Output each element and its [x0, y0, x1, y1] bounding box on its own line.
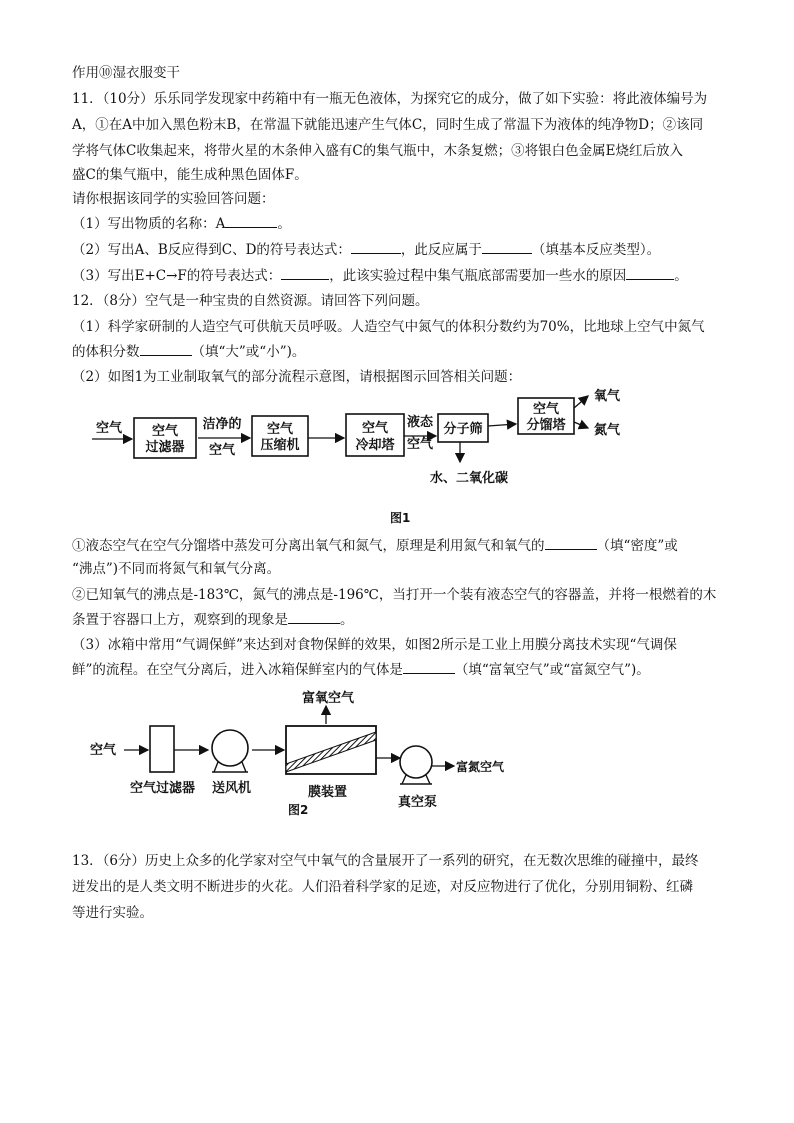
q12-sub1-end: （填“大”或“小”)。 — [191, 344, 306, 360]
q12-sub1-text: 的体积分数 — [72, 344, 140, 360]
q12-sub2-2-end: 。 — [340, 612, 354, 628]
q12-sub3-line2 — [72, 660, 732, 679]
q12-sub2-1-line2: “沸点”)不同而将氮气和氧气分离。 — [72, 561, 281, 577]
fig2-filter-box — [150, 726, 174, 772]
fig2-input-label: 空气 — [90, 743, 117, 758]
fig1-output-nitrogen: 氮气 — [594, 423, 621, 438]
q12-sub2-2-line1: ②已知氧气的沸点是-183℃，氮气的沸点是-196℃，当打开一个装有液态空气的容器盖，并将一根燃着的木 — [72, 587, 717, 603]
q11-sub3-mid: ，此该实验过程中集气瓶底部需要加一些水的原因 — [329, 268, 627, 284]
q11-sub1-blank[interactable] — [225, 214, 277, 228]
fig1-arrow3-line2: 空气 — [406, 437, 434, 452]
q12-sub2-1-blank[interactable] — [545, 536, 597, 550]
q12-sub2-intro: （2）如图1为工业制取氧气的部分流程示意图，请根据图示回答相关问题： — [72, 369, 522, 385]
q11-text-line3: 学将气体C收集起来，将带火星的木条伸入盛有C的集气瓶中，木条复燃；③将银白色金属E烧红后放入 — [72, 143, 684, 159]
fig2-fan-symbol — [212, 730, 248, 772]
q12-sub1-blank[interactable] — [140, 342, 192, 356]
q12-sub3-line1: （3）冰箱中常用“气调保鲜”来达到对食物保鲜的效果，如图2所示是工业上用膜分离技术实现“气调保 — [72, 637, 677, 653]
q13-line1: 13．（6分）历史上众多的化学家对空气中氧气的含量展开了一系列的研究，在无数次思维的碰撞中，最终 — [72, 853, 699, 869]
fig2-right-output: 富氮空气 — [456, 760, 505, 774]
q11-sub3 — [72, 266, 732, 285]
q12-sub2-2-line2 — [72, 610, 732, 629]
q11-sub2-blank1[interactable] — [351, 240, 401, 254]
q12-sub3-blank[interactable] — [403, 660, 455, 674]
q12-sub2-2-text: 条置于容器口上方，观察到的现象是 — [72, 612, 288, 628]
q11-sub3-end: 。 — [674, 268, 688, 284]
q12-sub3-text: 鲜”的流程。在空气分离后，进入冰箱保鲜室内的气体是 — [72, 662, 403, 678]
q12-heading: 12．（8分）空气是一种宝贵的自然资源。请回答下列问题。 — [72, 293, 429, 309]
q11-sub3-blank2[interactable] — [626, 266, 674, 280]
fig2-caption: 图2 — [288, 803, 309, 817]
fig1-caption: 图1 — [390, 511, 411, 525]
q12-sub2-2-blank[interactable] — [288, 610, 340, 624]
fig2-top-output: 富氧空气 — [302, 691, 355, 706]
fig2-filter-label: 空气过滤器 — [130, 781, 196, 796]
q12-sub1-line1: （1）科学家研制的人造空气可供航天员呼吸。人造空气中氮气的体积分数约为70%，比地球上空气中氮气 — [72, 319, 705, 335]
q11-sub3-text: （3）写出E+C→F的符号表达式： — [72, 268, 282, 284]
figure2-membrane-separation — [86, 688, 505, 820]
q11-sub1-end: 。 — [277, 216, 291, 232]
q11-sub2 — [72, 240, 732, 259]
q12-sub2-1-line1 — [72, 536, 732, 555]
fig1-box5-line1: 空气 — [532, 402, 560, 417]
q13-line2: 迸发出的是人类文明不断进步的火花。人们沿着科学家的足迹，对反应物进行了优化，分别用铜粉、红磷 — [72, 879, 693, 895]
fig1-arrow1-line2: 空气 — [208, 443, 236, 458]
fig2-fan-label: 送风机 — [212, 781, 252, 796]
q12-sub1-line2 — [72, 342, 732, 361]
q11-sub1-text: （1）写出物质的名称：A — [72, 216, 226, 232]
q11-sub2-end: （填基本反应类型）。 — [531, 242, 661, 258]
fig1-box5-line2: 分馏塔 — [526, 418, 566, 433]
q11-sub2-text: （2）写出A、B反应得到C、D的符号表达式： — [72, 242, 351, 258]
fig2-membrane-label: 膜装置 — [308, 785, 348, 800]
fig2-pump-label: 真空泵 — [398, 795, 438, 810]
fig1-arrow1-line1: 洁净的 — [202, 417, 242, 432]
q12-sub2-1-mid: （填“密度”或 — [596, 538, 678, 554]
q11-sub2-mid: ，此反应属于 — [400, 242, 482, 258]
fig1-output-oxygen: 氧气 — [594, 389, 621, 404]
q11-prompt: 请你根据该同学的实验回答问题： — [72, 191, 275, 207]
figure1-oxygen-process — [86, 386, 656, 528]
q11-sub3-blank1[interactable] — [281, 266, 329, 280]
q11-sub2-blank2[interactable] — [482, 240, 532, 254]
fig2-vacuum-pump-symbol — [400, 746, 432, 784]
q11-text-line4: 盛C的集气瓶中，能生成种黑色固体F。 — [72, 167, 308, 183]
fig1-box1-line1: 空气 — [151, 424, 179, 439]
q11-heading: 11．（10分）乐乐同学发现家中药箱中有一瓶无色液体，为探究它的成分，做了如下实验：将此液体编号为 — [72, 91, 708, 107]
q11-text-line2: A，①在A中加入黑色粉末B，在常温下就能迅速产生气体C，同时生成了常温下为液体的纯净物D；②该同 — [72, 117, 704, 133]
line-q10-tail: 作用⑩湿衣服变干 — [72, 65, 180, 81]
q12-sub2-1-text: ①液态空气在空气分馏塔中蒸发可分离出氧气和氮气，原理是利用氮气和氧气的 — [72, 538, 545, 554]
fig1-box2-line1: 空气 — [266, 422, 294, 437]
q12-sub3-end: （填“富氧空气”或“富氮空气”)。 — [454, 662, 650, 678]
fig1-box2-line2: 压缩机 — [260, 438, 300, 453]
fig1-byproduct-label: 水、二氧化碳 — [430, 471, 509, 486]
fig2-membrane-device — [286, 726, 376, 774]
fig1-arrow3-line1: 液态 — [406, 415, 434, 430]
q11-sub1 — [72, 214, 732, 233]
fig1-box3-line1: 空气 — [361, 421, 389, 436]
fig1-box4-label: 分子筛 — [443, 422, 483, 437]
fig1-box3-line2: 冷却塔 — [355, 438, 395, 453]
q13-line3: 等进行实验。 — [72, 905, 153, 921]
fig1-input-label: 空气 — [96, 421, 123, 436]
fig1-box1-line2: 过滤器 — [145, 440, 185, 455]
